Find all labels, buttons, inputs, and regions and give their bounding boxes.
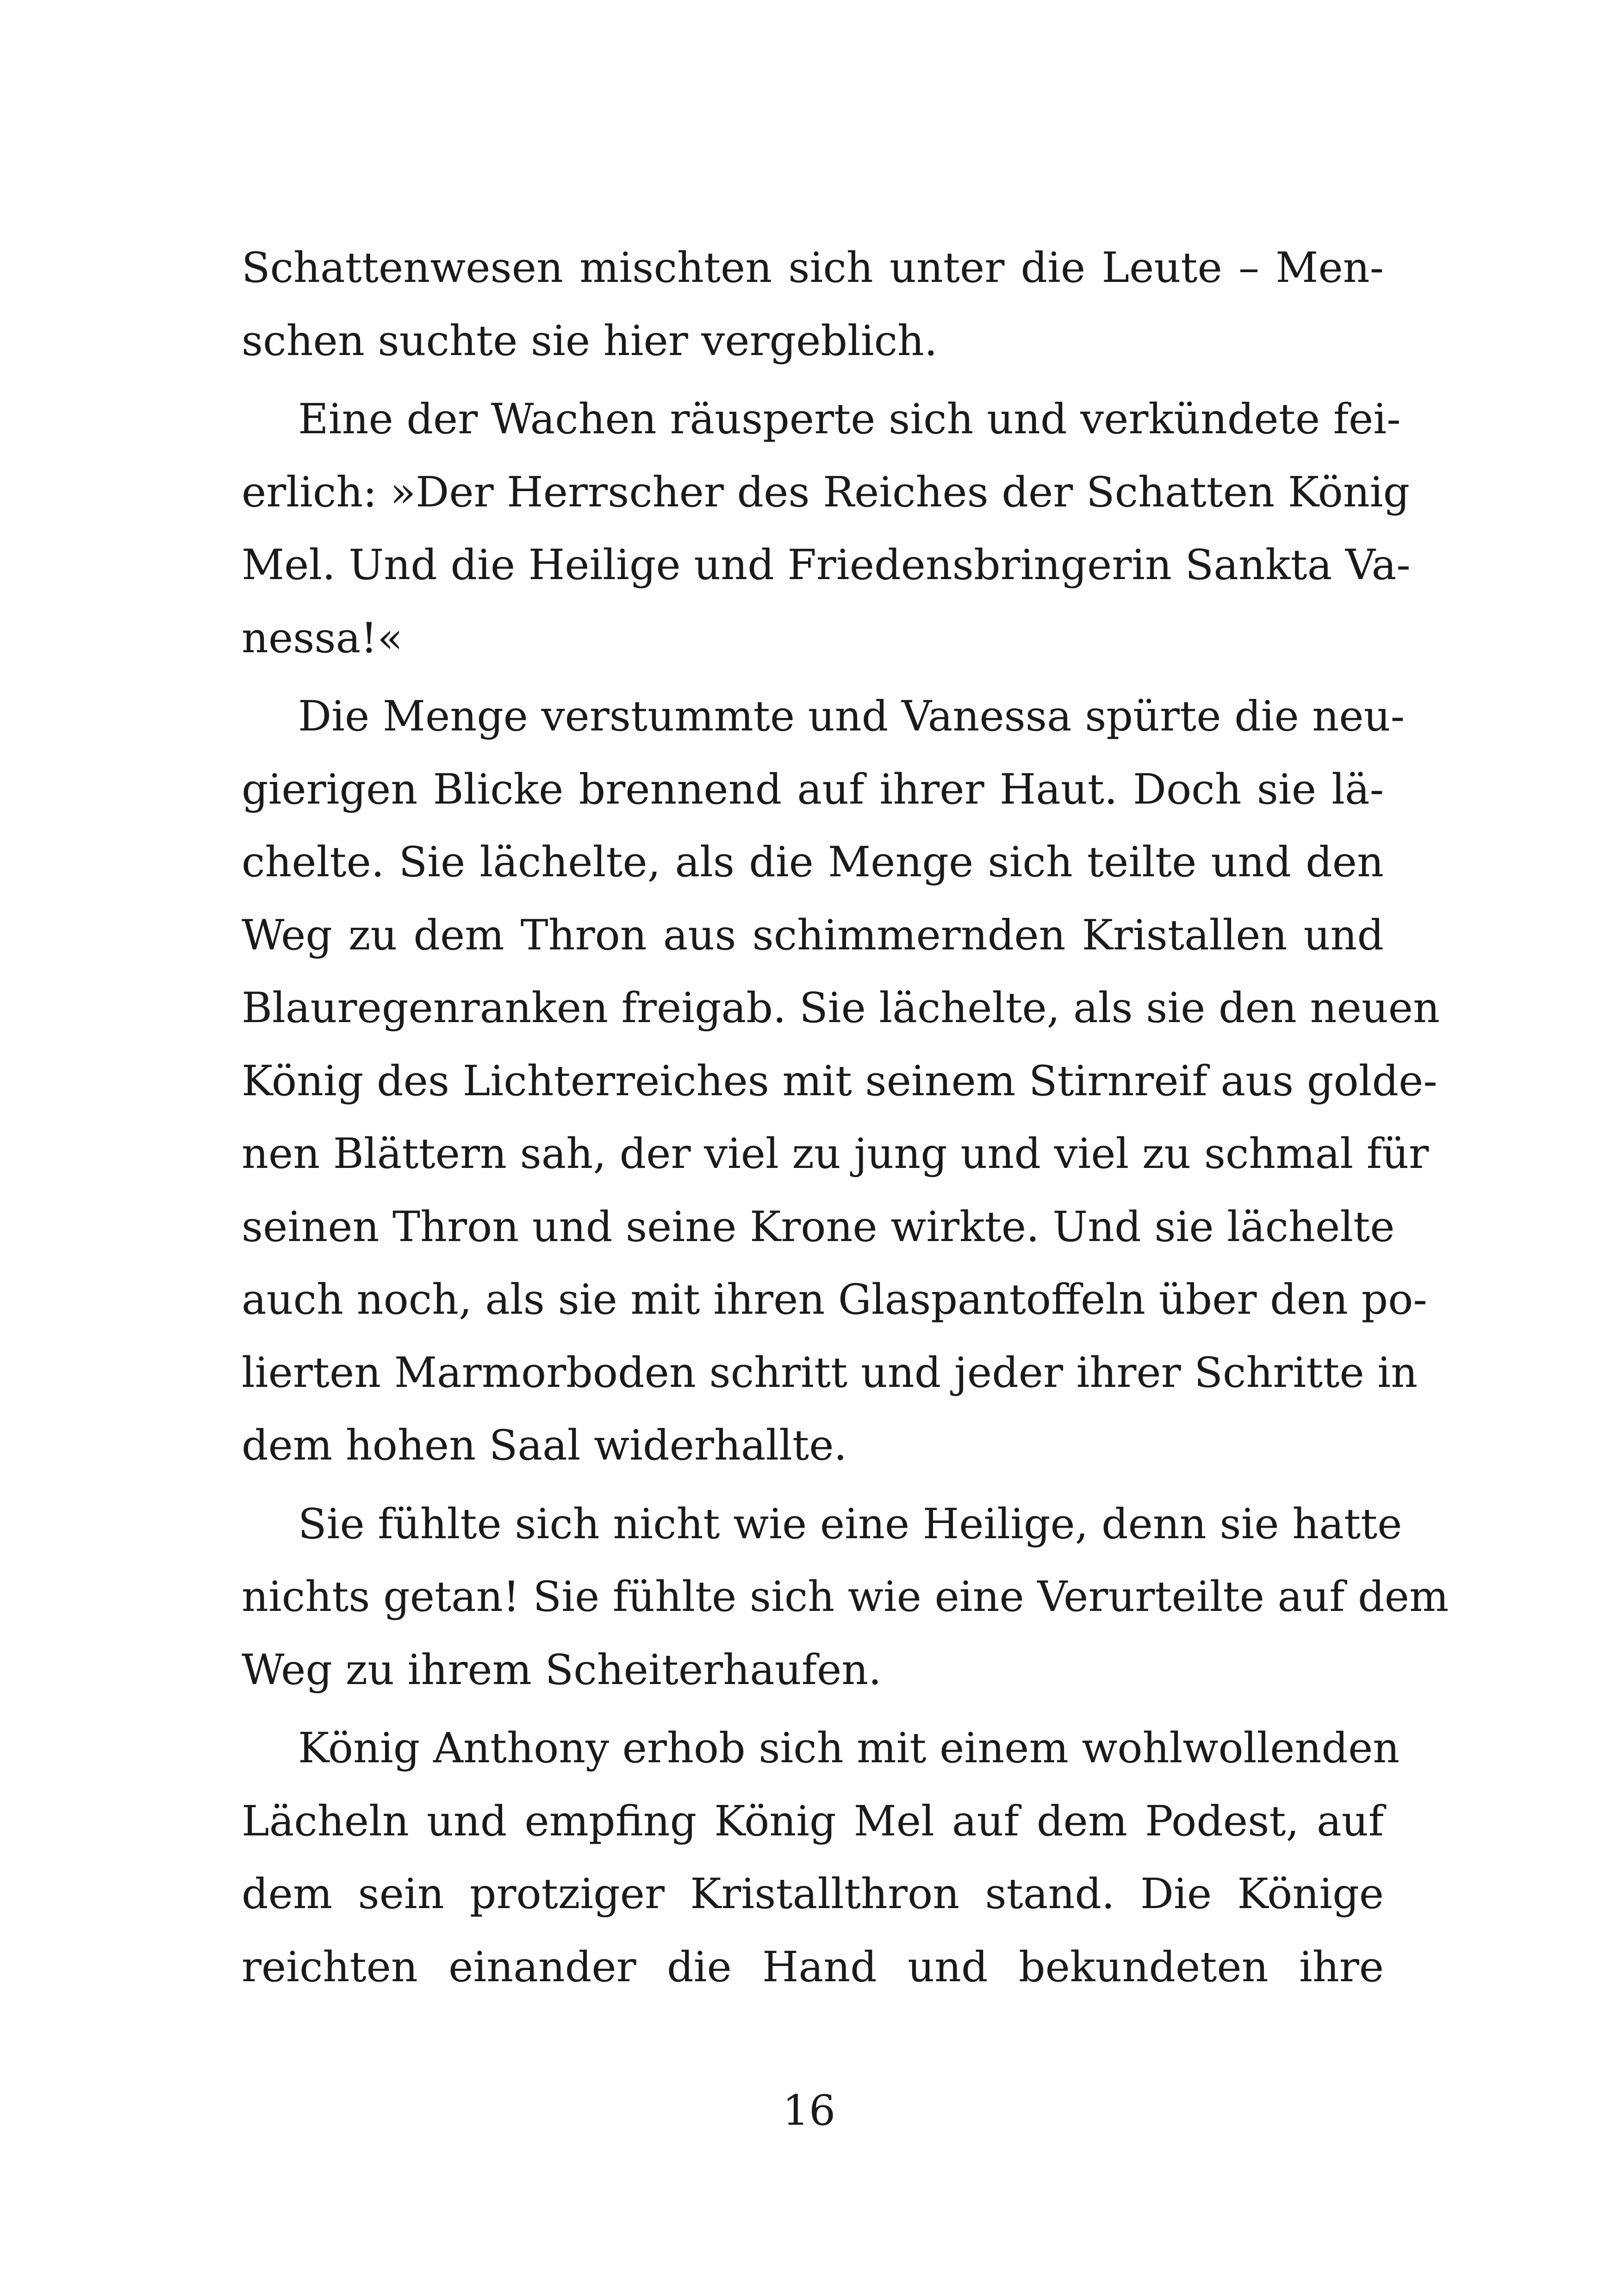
paragraph [242, 1712, 1400, 2003]
text-line: reichten einander die Hand und bekundeten ihre [242, 1942, 1384, 1991]
text-line: seinen Thron und seine Krone wirkte. Und sie lächelte [242, 1202, 1395, 1251]
text-line: nen Blättern sah, der viel zu jung und viel zu schmal für [242, 1129, 1429, 1178]
text-line: König des Lichterreiches mit seinem Stirnreif aus golde- [242, 1056, 1438, 1105]
text-line: auch noch, als sie mit ihren Glaspantoffeln über den po- [242, 1275, 1427, 1324]
text-line: nichts getan! Sie fühlte sich wie eine Verurteilte auf dem [242, 1572, 1449, 1621]
text-line: Eine der Wachen räusperte sich und verkündete fei- [298, 395, 1401, 443]
text-line: dem sein protziger Kristallthron stand. Die Könige [242, 1870, 1384, 1918]
paragraph [242, 680, 1440, 1482]
text-line: lierten Marmorboden schritt und jeder ihrer Schritte in [242, 1348, 1418, 1397]
paragraph [242, 1488, 1449, 1707]
text-line: schen suchte sie hier vergeblich. [242, 316, 938, 365]
text-line: Schattenwesen mischten sich unter die Leute – Men- [242, 243, 1384, 292]
text-line: dem hohen Saal widerhallte. [242, 1421, 847, 1470]
page-number: 16 [782, 2086, 836, 2135]
text-line: Blauregenranken freigab. Sie lächelte, als sie den neuen [242, 984, 1440, 1032]
body-text [242, 231, 1449, 2009]
paragraph [242, 231, 1384, 377]
text-line: Sie fühlte sich nicht wie eine Heilige, denn sie hatte [298, 1499, 1402, 1548]
text-line: nessa!« [242, 613, 403, 662]
text-line: erlich: »Der Herrscher des Reiches der Schatten König [242, 468, 1410, 517]
paragraph [242, 383, 1411, 674]
text-line: Mel. Und die Heilige und Friedensbringerin Sankta Va- [242, 541, 1411, 589]
text-line: König Anthony erhob sich mit einem wohlwollenden [298, 1724, 1400, 1772]
text-line: Die Menge verstummte und Vanessa spürte die neu- [298, 692, 1405, 741]
text-line: Lächeln und empfing König Mel auf dem Podest, auf [242, 1797, 1384, 1846]
text-line: gierigen Blicke brennend auf ihrer Haut. Doch sie lä- [242, 765, 1384, 814]
text-line: Weg zu dem Thron aus schimmernden Kristallen und [242, 911, 1384, 960]
text-line: chelte. Sie lächelte, als die Menge sich teilte und den [242, 838, 1384, 886]
text-line: Weg zu ihrem Scheiterhaufen. [242, 1645, 882, 1694]
